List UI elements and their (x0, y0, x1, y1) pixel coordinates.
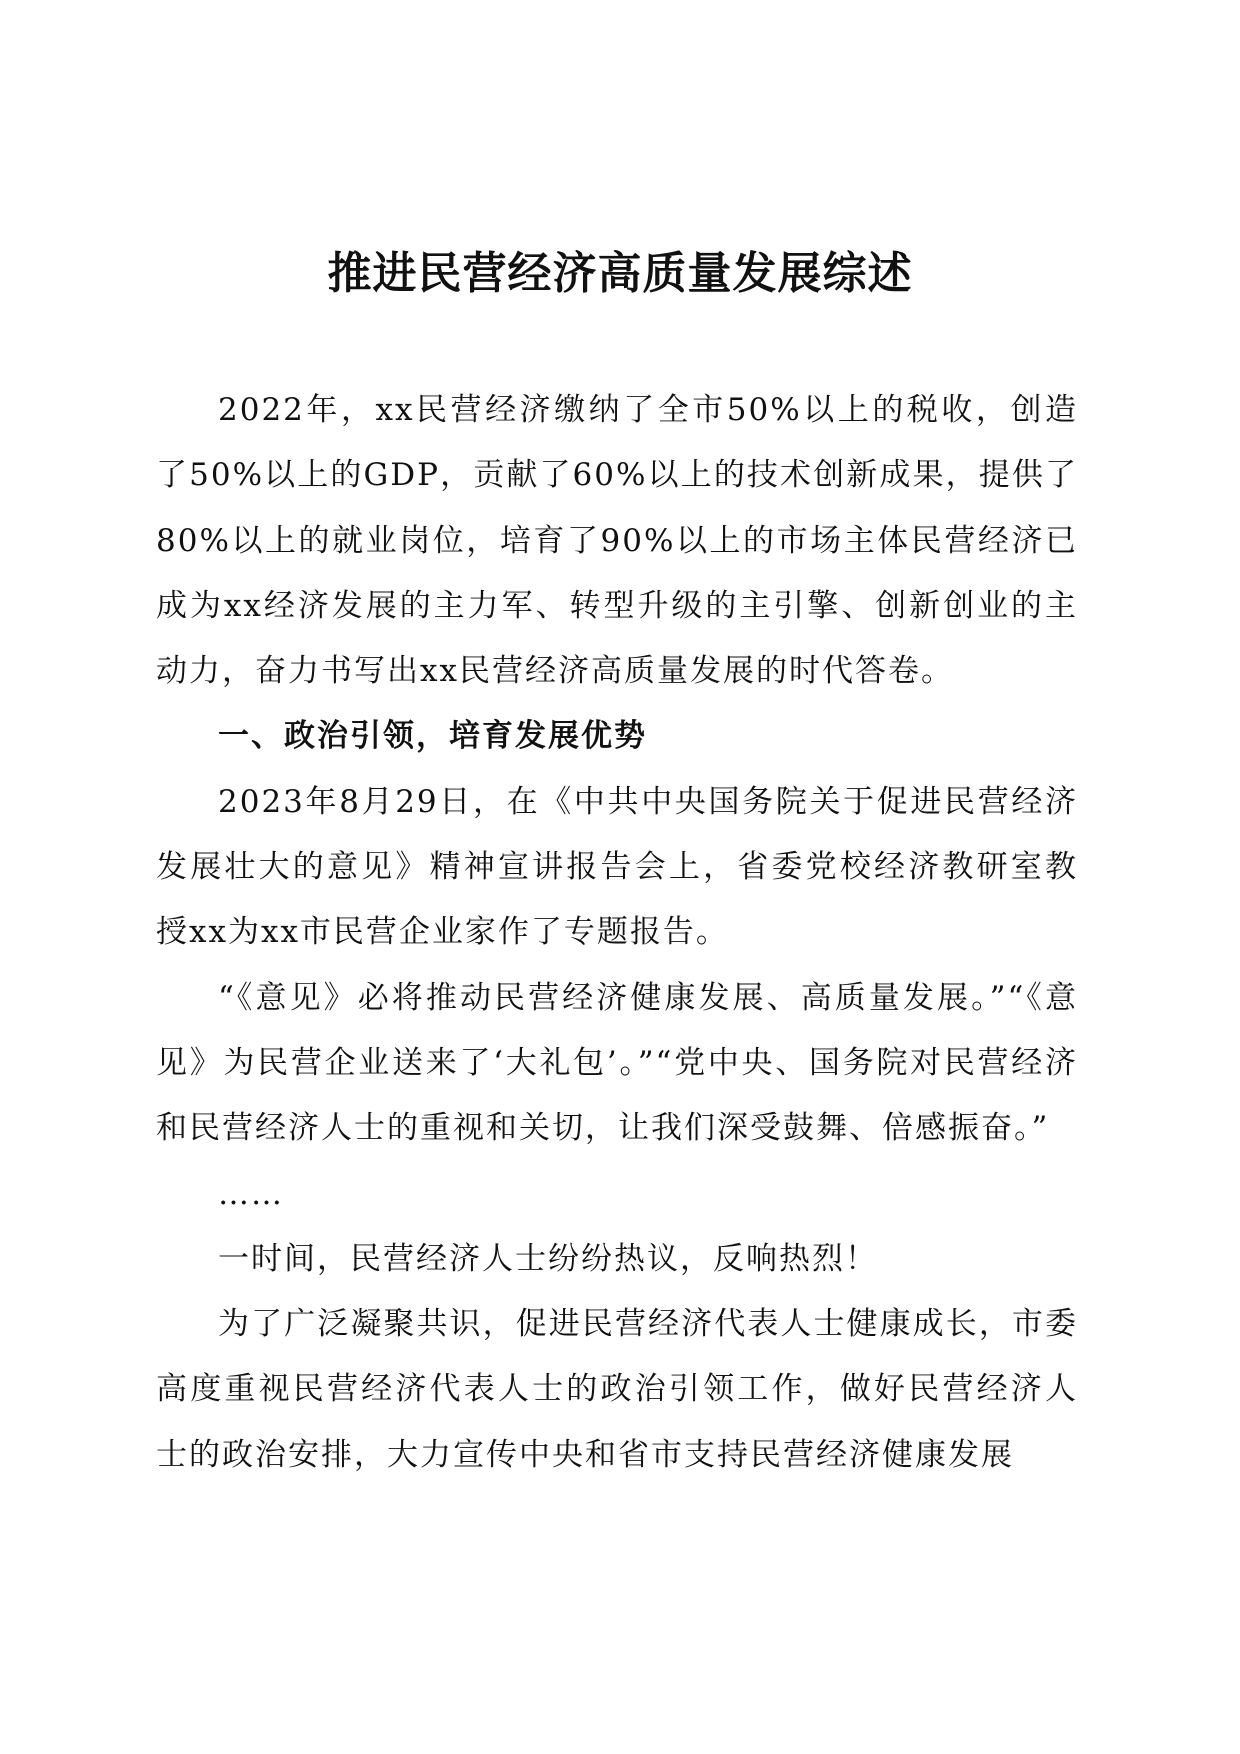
document-title: 推进民营经济高质量发展综述 (327, 248, 913, 299)
paragraph-reaction: 一时间，民营经济人士纷纷热议，反响热烈！ (218, 1240, 878, 1277)
document-body (156, 378, 1078, 1488)
paragraph-intro: 2022年，xx民营经济缴纳了全市50%以上的税收，创造了50%以上的GDP，贡献了60%以上的技术创新成果，提供了80%以上的就业岗位，培育了90%以上的市场主体民营经济已成为xx经济发展的主力军、转型升级的主引擎、创新创业的主动力，奋力书写出xx民营经济高质量发展的时代答卷。 (156, 392, 1078, 690)
section-heading-1: 一、政治引领，培育发展优势 (218, 718, 647, 755)
paragraph-political-guidance: 为了广泛凝聚共识，促进民营经济代表人士健康成长，市委高度重视民营经济代表人士的政治引领工作，做好民营经济人士的政治安排，大力宣传中央和省市支持民营经济健康发展 (156, 1306, 1078, 1473)
paragraph-ellipsis: …… (218, 1175, 284, 1212)
paragraph-quotes: “《意见》必将推动民营经济健康发展、高质量发展。”“《意见》为民营企业送来了‘大礼包’。”“党中央、国务院对民营经济和民营经济人士的重视和关切，让我们深受鼓舞、倍感振奋。” (156, 979, 1078, 1147)
paragraph-report-meeting: 2023年8月29日，在《中共中央国务院关于促进民营经济发展壮大的意见》精神宣讲报告会上，省委党校经济教研室教授xx为xx市民营企业家作了专题报告。 (156, 783, 1078, 951)
